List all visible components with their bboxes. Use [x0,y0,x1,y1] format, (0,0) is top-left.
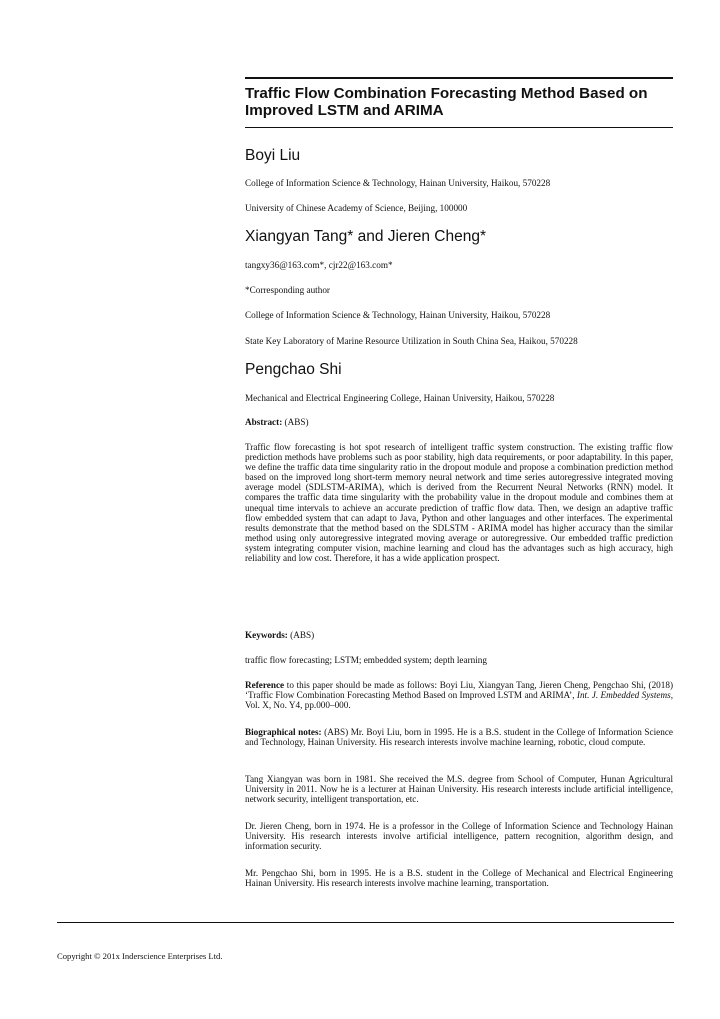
author-affiliation: University of Chinese Academy of Science, Beijing, 100000 [245,203,468,213]
footer-rule [57,922,674,923]
author-affiliation: State Key Laboratory of Marine Resource Utilization in South China Sea, Haikou, 570228 [245,336,578,346]
keywords-text: traffic flow forecasting; LSTM; embedded system; depth learning [245,655,487,665]
bio-paragraph: Dr. Jieren Cheng, born in 1974. He is a professor in the College of Information Science and Technology Hainan University. His research interests involve artificial intelligence, pattern recognition, algorithm design, and information security. [245,821,673,852]
biographical-notes [245,727,673,747]
abstract-tag: (ABS) [282,417,309,427]
abstract-text: Traffic flow forecasting is hot spot research of intelligent traffic system construction. The existing traffic flow prediction methods have problems such as poor stability, high data requirements, or poor adaptability. In this paper, we define the traffic data time singularity ratio in the dropout module and propose a combination prediction method based on the improved long short-term memory neural network and time series autoregressive integrated moving average model (SDLSTM-ARIMA), which is derived from the Recurrent Neural Networks (RNN) model. It compares the traffic data time singularity with the probability value in the dropout module and combines them at unequal time intervals to achieve an accurate prediction of traffic flow data. Then, we design an adaptive traffic flow embedded system that can adapt to Java, Python and other languages and other interfaces. The experimental results demonstrate that the method based on the SDLSTM - ARIMA model has higher accuracy than the similar method using only autoregressive integrated moving average or autoregressive. Our embedded traffic prediction system integrating computer vision, machine learning and cloud has the advantages such as high accuracy, high reliability and low cost. Therefore, it has a wide application prospect. [245,442,673,564]
bio-paragraph: Tang Xiangyan was born in 1981. She received the M.S. degree from School of Computer, Hunan Agricultural University in 2011. Now he is a lecturer at Hainan University. His research interests include artificial intelligence, network security, intelligent transportation, etc. [245,774,673,805]
author-affiliation: Mechanical and Electrical Engineering College, Hainan University, Haikou, 570228 [245,393,555,403]
reference-label: Reference [245,680,285,690]
author-affiliation: College of Information Science & Technology, Hainan University, Haikou, 570228 [245,310,551,320]
bio-text: (ABS) Mr. Boyi Liu, born in 1995. He is a B.S. student in the College of Information Science and Technology, Hainan University. His research interests involve machine learning, robotic, cloud compute. [245,727,673,748]
author-name: Boyi Liu [245,147,301,164]
author-emails: tangxy36@163.com*, cjr22@163.com* [245,260,393,270]
author-name: Xiangyan Tang* and Jieren Cheng* [245,228,487,245]
reference-volume: , Vol. X, No. Y4, pp.000–000. [245,690,673,711]
author-name: Pengchao Shi [245,361,342,378]
biographical-notes-label: Biographical notes: [245,727,322,737]
keywords-heading [245,630,673,641]
title-top-rule [245,77,673,79]
keywords-label: Keywords: [245,630,288,640]
abstract-heading [245,417,673,428]
paper-title: Traffic Flow Combination Forecasting Method Based on Improved LSTM and ARIMA [245,85,648,119]
author-affiliation: College of Information Science & Technology, Hainan University, Haikou, 570228 [245,178,551,188]
abstract-label: Abstract: [245,417,283,427]
reference-journal: Int. J. Embedded Systems [576,690,671,701]
copyright-notice: Copyright © 201x Inderscience Enterprises Ltd. [57,951,223,961]
bio-paragraph: Mr. Pengchao Shi, born in 1995. He is a B.S. student in the College of Mechanical and Electrical Engineering Hainan University. His research interests involve machine learning, transportation. [245,868,673,889]
reference-note [245,680,673,710]
corresponding-author-note: *Corresponding author [245,285,330,295]
title-bottom-rule [245,127,673,128]
keywords-tag: (ABS) [287,630,315,640]
reference-text: to this paper should be made as follows: Boyi Liu, Xiangyan Tang, Jieren Cheng, Pengchao Shi, (2018) ‘Traffic Flow Combination Forecasting Method Based on Improved LSTM and ARIMA’, [245,680,673,701]
